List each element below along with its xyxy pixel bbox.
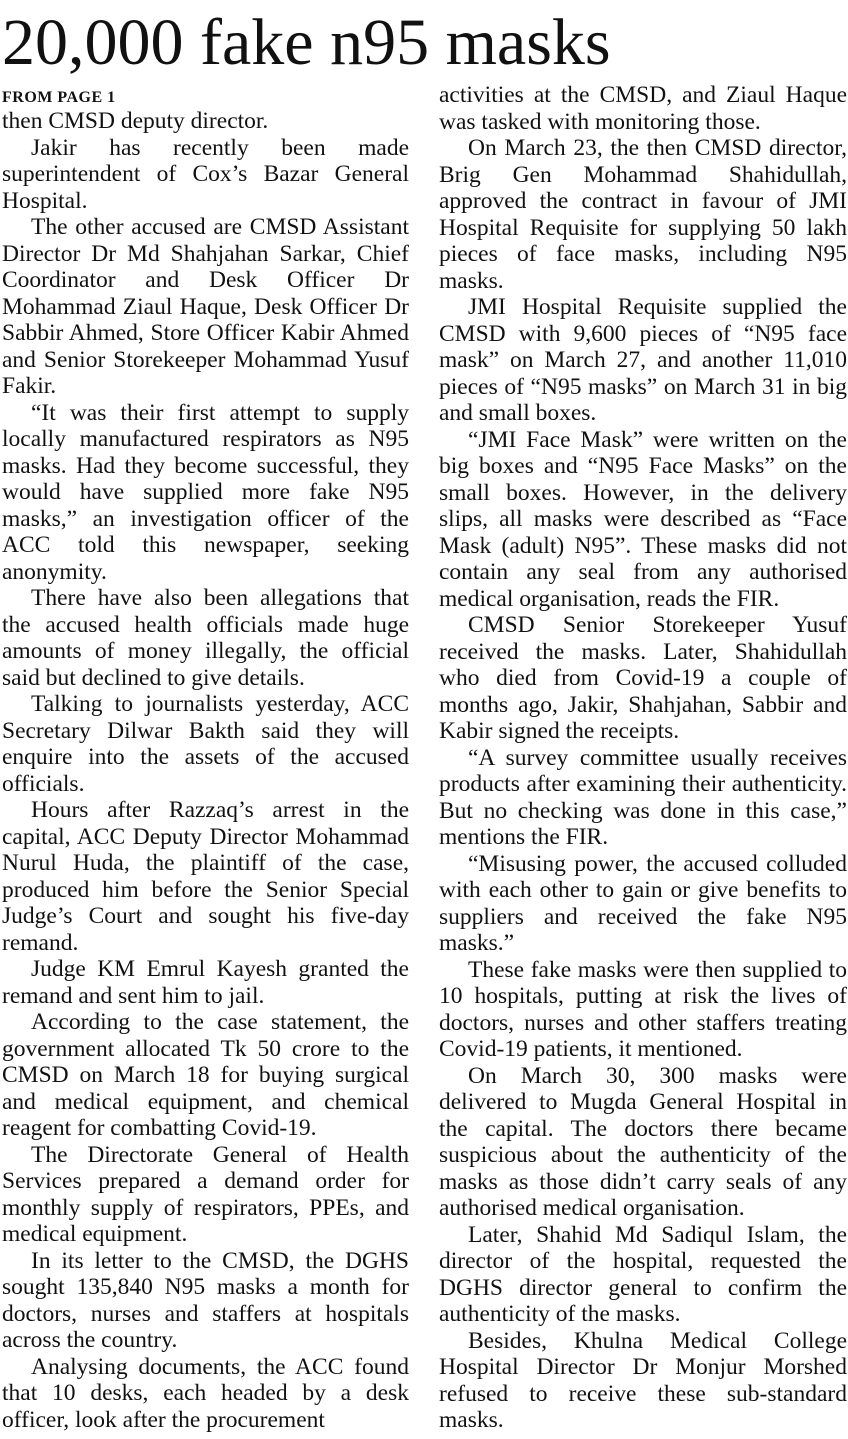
paragraph: activities at the CMSD, and Ziaul Haque was tasked with monitoring those. bbox=[439, 82, 847, 135]
paragraph: According to the case statement, the government allocated Tk 50 crore to the CMSD on March 18 for buying surgical and medical equipment, and chemical reagent for combatting Covid-19. bbox=[2, 1009, 409, 1141]
left-column bbox=[2, 108, 409, 1433]
paragraph: “A survey committee usually receives products after examining their authenticity. But no checking was done in this case,” mentions the FIR. bbox=[439, 744, 847, 850]
paragraph: Analysing documents, the ACC found that 10 desks, each headed by a desk officer, look after the procurement bbox=[2, 1353, 409, 1433]
paragraph: These fake masks were then supplied to 10 hospitals, putting at risk the lives of doctors, nurses and other staffers treating Covid-19 patients, it mentioned. bbox=[439, 956, 847, 1062]
paragraph: On March 23, the then CMSD director, Brig Gen Mohammad Shahidullah, approved the contract in favour of JMI Hospital Requisite for supplying 50 lakh pieces of face masks, including N95 masks. bbox=[439, 135, 847, 294]
paragraph: Jakir has recently been made superintendent of Cox’s Bazar General Hospital. bbox=[2, 134, 409, 214]
headline: 20,000 fake n95 masks bbox=[2, 6, 611, 79]
paragraph: “It was their first attempt to supply locally manufactured respirators as N95 masks. Had they become successful, they would have supplied more fake N95 masks,” an investigation officer of the ACC told this newspaper, seeking anonymity. bbox=[2, 399, 409, 585]
paragraph: In its letter to the CMSD, the DGHS sought 135,840 N95 masks a month for doctors, nurses and staffers at hospitals across the country. bbox=[2, 1247, 409, 1353]
paragraph: Hours after Razzaq’s arrest in the capital, ACC Deputy Director Mohammad Nurul Huda, the plaintiff of the case, produced him before the Senior Special Judge’s Court and sought his five-day remand. bbox=[2, 797, 409, 956]
paragraph: There have also been allegations that the accused health officials made huge amounts of money illegally, the official said but declined to give details. bbox=[2, 585, 409, 691]
paragraph: then CMSD deputy director. bbox=[2, 108, 269, 134]
paragraph: The Directorate General of Health Services prepared a demand order for monthly supply of respirators, PPEs, and medical equipment. bbox=[2, 1141, 409, 1247]
paragraph: “Misusing power, the accused colluded with each other to gain or give benefits to suppliers and received the fake N95 masks.” bbox=[439, 850, 847, 956]
paragraph: On March 30, 300 masks were delivered to Mugda General Hospital in the capital. The doctors there became suspicious about the authenticity of the masks as those didn’t carry seals of any authorised medical organisation. bbox=[439, 1062, 847, 1221]
paragraph: Later, Shahid Md Sadiqul Islam, the director of the hospital, requested the DGHS director general to confirm the authenticity of the masks. bbox=[439, 1221, 847, 1327]
right-column bbox=[439, 82, 847, 1434]
paragraph: JMI Hospital Requisite supplied the CMSD with 9,600 pieces of “N95 face mask” on March 27, and another 11,010 pieces of “N95 masks” on March 31 in big and small boxes. bbox=[439, 294, 847, 426]
paragraph: CMSD Senior Storekeeper Yusuf received the masks. Later, Shahidullah who died from Covid-19 a couple of months ago, Jakir, Shahjahan, Sabbir and Kabir signed the receipts. bbox=[439, 612, 847, 744]
continued-from-label: FROM PAGE 1 bbox=[2, 89, 116, 106]
paragraph: “JMI Face Mask” were written on the big boxes and “N95 Face Masks” on the small boxes. However, in the delivery slips, all masks were described as “Face Mask (adult) N95”. These masks did not contain any seal from any authorised medical organisation, reads the FIR. bbox=[439, 426, 847, 612]
paragraph: Besides, Khulna Medical College Hospital Director Dr Monjur Morshed refused to receive these sub-standard masks. bbox=[439, 1327, 847, 1433]
paragraph: Talking to journalists yesterday, ACC Secretary Dilwar Bakth said they will enquire into the assets of the accused officials. bbox=[2, 691, 409, 797]
paragraph: Judge KM Emrul Kayesh granted the remand and sent him to jail. bbox=[2, 956, 409, 1009]
paragraph: The other accused are CMSD Assistant Director Dr Md Shahjahan Sarkar, Chief Coordinator and Desk Officer Dr Mohammad Ziaul Haque, Desk Officer Dr Sabbir Ahmed, Store Officer Kabir Ahmed and Senior Storekeeper Mohammad Yusuf Fakir. bbox=[2, 214, 409, 399]
